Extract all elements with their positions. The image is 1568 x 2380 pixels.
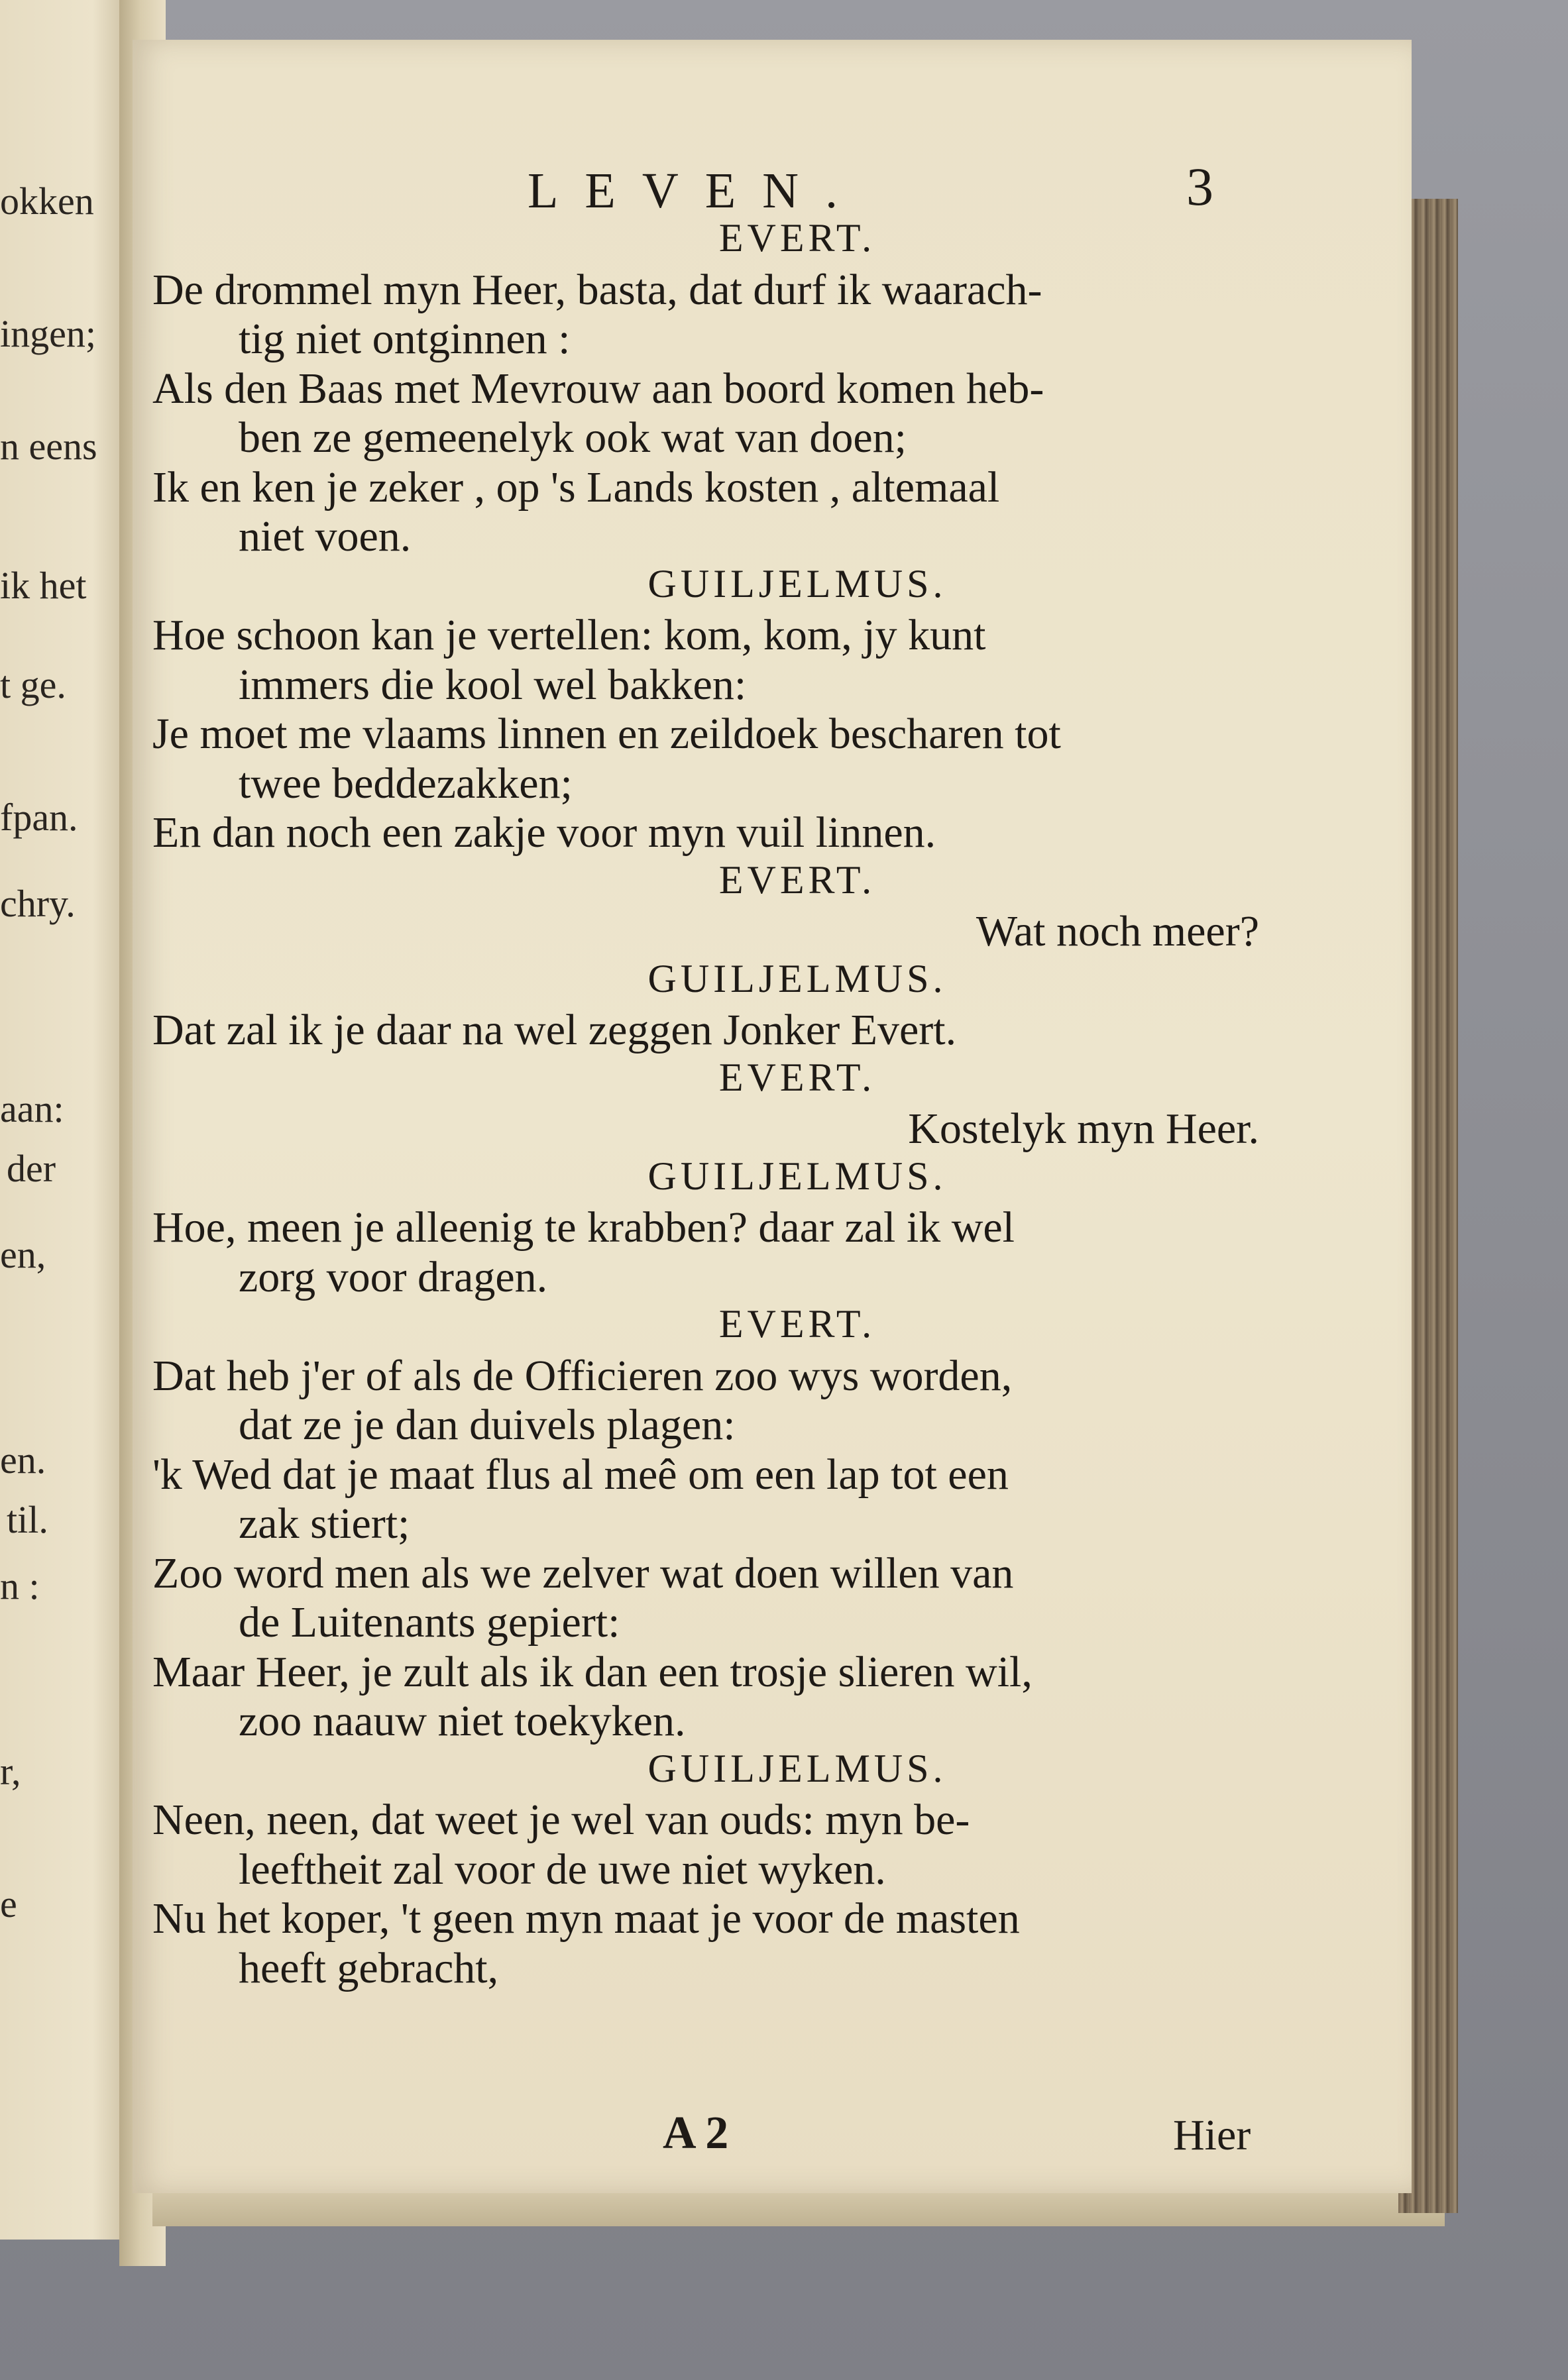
- dialogue-continuation: de Luitenants gepiert:: [239, 1598, 620, 1647]
- left-page-fragment: okken: [0, 180, 94, 223]
- speaker-name: EVERT.: [718, 1055, 876, 1099]
- speaker-name: GUILJELMUS.: [647, 1746, 947, 1790]
- left-page-fragment: aan:: [0, 1087, 64, 1130]
- dialogue-line: Als den Baas met Mevrouw aan boord komen heb-: [152, 364, 1044, 413]
- speaker-name: GUILJELMUS.: [647, 1154, 947, 1198]
- running-head: LEVEN.: [527, 163, 865, 219]
- left-page-fragment: r,: [0, 1750, 21, 1793]
- left-page-fragment: n eens: [0, 425, 97, 468]
- left-page-fragment: e: [0, 1882, 17, 1925]
- dialogue-line-right: Wat noch meer?: [976, 907, 1259, 955]
- dialogue-line: Dat zal ik je daar na wel zeggen Jonker Evert.: [152, 1006, 957, 1054]
- dialogue-line: Nu het koper, 't geen myn maat je voor de masten: [152, 1894, 1020, 1943]
- left-page-fragment: en.: [0, 1438, 46, 1482]
- dialogue-continuation: immers die kool wel bakken:: [239, 660, 747, 709]
- speaker-name: EVERT.: [718, 1302, 876, 1346]
- dialogue-continuation: zorg voor dragen.: [239, 1252, 548, 1301]
- speaker-name: EVERT.: [718, 857, 876, 902]
- signature-mark: A 2: [663, 2108, 729, 2159]
- left-page-fragment: ik het: [0, 564, 87, 607]
- left-page: [0, 0, 133, 2240]
- dialogue-line: Dat heb j'er of als de Officieren zoo wys worden,: [152, 1351, 1013, 1400]
- dialogue-continuation: leeftheit zal voor de uwe niet wyken.: [239, 1845, 886, 1894]
- dialogue-continuation: dat ze je dan duivels plagen:: [239, 1401, 736, 1449]
- dialogue-line: Neen, neen, dat weet je wel van ouds: myn be-: [152, 1796, 970, 1844]
- dialogue-line: Je moet me vlaams linnen en zeildoek bescharen tot: [152, 710, 1061, 758]
- dialogue-line: De drommel myn Heer, basta, dat durf ik waarach-: [152, 265, 1042, 314]
- dialogue-continuation: zak stiert;: [239, 1499, 410, 1548]
- left-page-fragment: ingen;: [0, 312, 96, 355]
- dialogue-line: Hoe schoon kan je vertellen: kom, kom, jy kunt: [152, 611, 986, 659]
- dialogue-line: 'k Wed dat je maat flus al meê om een lap tot een: [152, 1450, 1009, 1499]
- left-page-fragment: chry.: [0, 882, 76, 925]
- dialogue-continuation: ben ze gemeenelyk ook wat van doen;: [239, 413, 907, 462]
- left-page-fragment: t ge.: [0, 663, 66, 706]
- dialogue-line: Hoe, meen je alleenig te krabben? daar zal ik wel: [152, 1203, 1015, 1252]
- dialogue-line: Ik en ken je zeker , op 's Lands kosten , altemaal: [152, 462, 1000, 512]
- left-page-fragment: en,: [0, 1233, 46, 1276]
- dialogue-line: Zoo word men als we zelver wat doen willen van: [152, 1548, 1014, 1597]
- left-page-fragment: n :: [0, 1564, 40, 1607]
- dialogue-continuation: tig niet ontginnen :: [239, 315, 571, 363]
- left-page-fragment: til.: [7, 1498, 48, 1541]
- speaker-name: EVERT.: [718, 216, 876, 260]
- dialogue-continuation: twee beddezakken;: [239, 759, 573, 808]
- dialogue-continuation: niet voen.: [239, 512, 412, 561]
- left-page-fragment: fpan.: [0, 796, 78, 839]
- dialogue-continuation: zoo naauw niet toekyken.: [239, 1697, 686, 1745]
- page-number: 3: [1186, 156, 1213, 217]
- left-page-fragment: der: [7, 1147, 56, 1190]
- dialogue-line: En dan noch een zakje voor myn vuil linnen.: [152, 808, 936, 857]
- speaker-name: GUILJELMUS.: [647, 956, 947, 1001]
- dialogue-continuation: heeft gebracht,: [239, 1943, 499, 1992]
- catchword: Hier: [1173, 2111, 1251, 2159]
- speaker-name: GUILJELMUS.: [647, 561, 947, 606]
- dialogue-line: Maar Heer, je zult als ik dan een trosje slieren wil,: [152, 1647, 1033, 1696]
- dialogue-line-right: Kostelyk myn Heer.: [908, 1105, 1259, 1153]
